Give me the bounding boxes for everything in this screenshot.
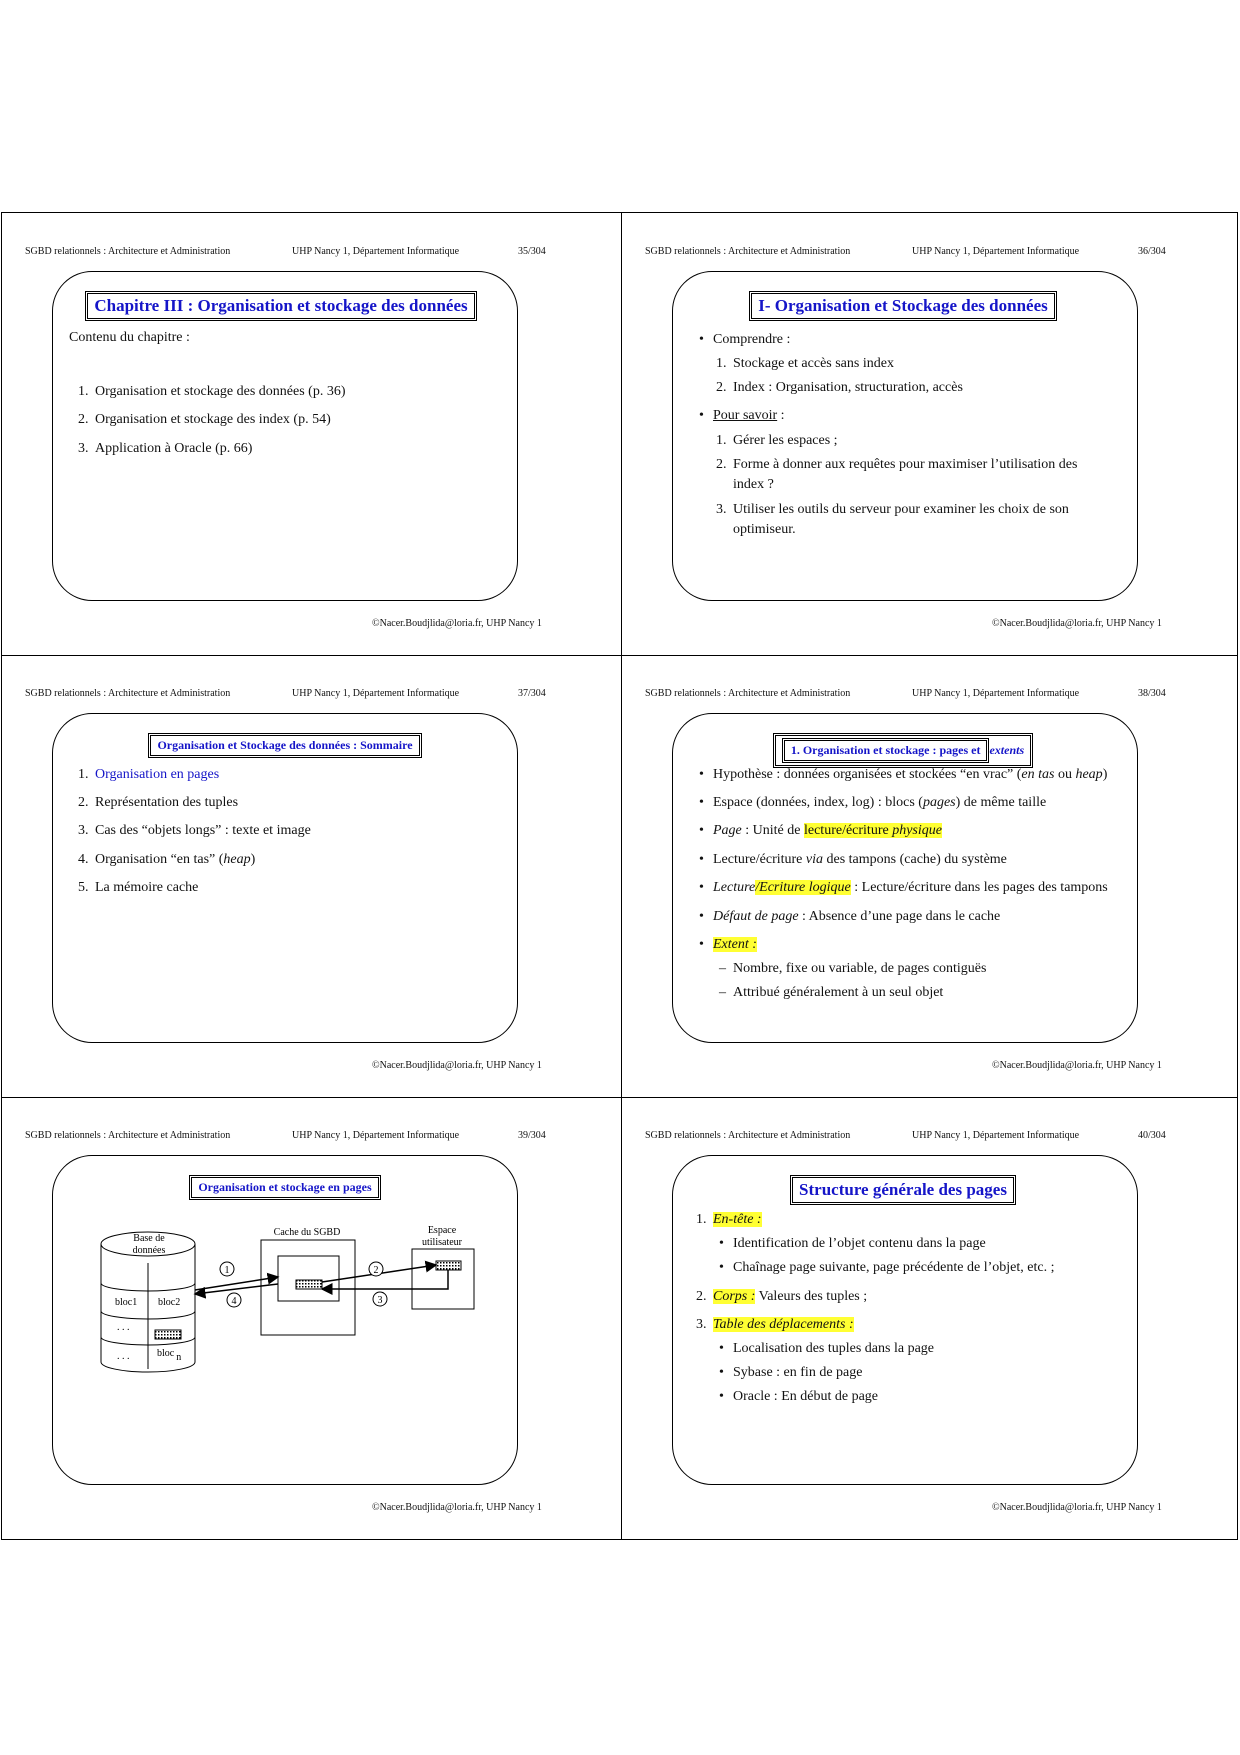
footer-copyright: ©Nacer.Boudjlida@loria.fr, UHP Nancy 1	[372, 618, 542, 629]
bullet-item: • Hypothèse : données organisées et stockées “en vrac” (en tas ou heap)	[713, 767, 1107, 783]
list-item: 4. Organisation “en tas” (heap)	[78, 852, 256, 867]
step-number: 4	[231, 1296, 237, 1307]
storage-diagram	[2, 1097, 620, 1539]
list-item: 3. Application à Oracle (p. 66)	[78, 441, 253, 456]
slide-title: Chapitre III : Organisation et stockage des données	[0, 291, 590, 321]
list-item-continuation: index ?	[733, 477, 774, 492]
page-number: 36/304	[1138, 246, 1166, 257]
cache-page	[278, 1256, 339, 1301]
slide-title: I- Organisation et Stockage des données	[594, 291, 1212, 321]
bullet-item: • Extent :	[713, 937, 757, 953]
list-item: 3. Cas des “objets longs” : texte et image	[78, 823, 311, 838]
slide-38	[622, 655, 1240, 1097]
bullet-item: • Identification de l’objet contenu dans la page	[733, 1236, 986, 1252]
intro-text: Contenu du chapitre :	[69, 330, 190, 345]
user-space-box	[412, 1249, 474, 1309]
bullet-item: • Localisation des tuples dans la page	[733, 1341, 934, 1357]
bullet-item: • Chaînage page suivante, page précédente de l’objet, etc. ;	[733, 1260, 1054, 1276]
list-item: 1. Gérer les espaces ;	[716, 433, 838, 448]
list-item: 2. Organisation et stockage des index (p. 54)	[78, 412, 331, 427]
header-course: SGBD relationnels : Architecture et Administration	[645, 1130, 851, 1141]
bullet-item: • Page : Unité de lecture/écriture physique	[713, 823, 942, 839]
list-item: 1. Organisation et stockage des données (p. 36)	[78, 384, 346, 399]
slide-37	[2, 655, 620, 1097]
slide-frame	[52, 713, 518, 1043]
list-item: 1. Stockage et accès sans index	[716, 356, 894, 371]
footer-copyright: ©Nacer.Boudjlida@loria.fr, UHP Nancy 1	[992, 1060, 1162, 1071]
db-label: Base de	[133, 1233, 165, 1244]
dots-label: . . .	[117, 1351, 130, 1362]
list-item: 3. Utiliser les outils du serveur pour examiner les choix de son	[716, 502, 1069, 517]
bloc2-label: bloc2	[158, 1297, 181, 1308]
list-item: 5. La mémoire cache	[78, 880, 199, 895]
page-number: 38/304	[1138, 688, 1166, 699]
sub-item: – Attribué généralement à un seul objet	[733, 985, 943, 1001]
bullet-item: • Lecture/écriture via des tampons (cache) du système	[713, 852, 1007, 868]
sub-item: – Nombre, fixe ou variable, de pages contiguës	[733, 961, 986, 977]
footer-copyright: ©Nacer.Boudjlida@loria.fr, UHP Nancy 1	[992, 618, 1162, 629]
header-university: UHP Nancy 1, Département Informatique	[912, 1130, 1080, 1141]
header-university: UHP Nancy 1, Département Informatique	[292, 688, 460, 699]
handout-sheet	[1, 212, 1238, 1540]
page-number: 35/304	[518, 246, 546, 257]
list-item: 3. Table des déplacements :	[696, 1317, 854, 1332]
step-number: 2	[373, 1265, 379, 1276]
header-course: SGBD relationnels : Architecture et Administration	[645, 246, 851, 257]
step-number: 1	[224, 1265, 230, 1276]
user-block	[436, 1261, 461, 1270]
cache-label: Cache du SGBD	[273, 1227, 341, 1238]
list-item: 2. Représentation des tuples	[78, 795, 239, 810]
disk-block	[155, 1330, 181, 1339]
slide-title: 1. Organisation et stockage : pages etextents	[594, 733, 1212, 768]
dots-label: . . .	[117, 1322, 130, 1333]
bullet-item: • Espace (données, index, log) : blocs (pages) de même taille	[713, 795, 1046, 811]
bullet-item: • Lecture/Ecriture logique : Lecture/écriture dans les pages des tampons	[713, 880, 1108, 896]
slide-title: Organisation et stockage en pages	[0, 1175, 594, 1200]
slide-title: Structure générale des pages	[594, 1175, 1212, 1205]
header-university: UHP Nancy 1, Département Informatique	[912, 246, 1080, 257]
page-number: 40/304	[1138, 1130, 1166, 1141]
bullet-item: • Défaut de page : Absence d’une page dans le cache	[713, 909, 1000, 925]
footer-copyright: ©Nacer.Boudjlida@loria.fr, UHP Nancy 1	[372, 1060, 542, 1071]
list-item: 2. Corps : Valeurs des tuples ;	[696, 1289, 868, 1304]
list-item: 2. Forme à donner aux requêtes pour maximiser l’utilisation des	[716, 457, 1078, 472]
footer-copyright: ©Nacer.Boudjlida@loria.fr, UHP Nancy 1	[992, 1502, 1162, 1513]
db-label: données	[132, 1245, 166, 1256]
footer-copyright: ©Nacer.Boudjlida@loria.fr, UHP Nancy 1	[372, 1502, 542, 1513]
user-label: Espace	[427, 1225, 457, 1236]
slide-title: Organisation et Stockage des données : Sommaire	[0, 733, 594, 758]
list-item-current: 1. Organisation en pages	[78, 767, 220, 782]
page-number: 37/304	[518, 688, 546, 699]
bullet-item: • Oracle : En début de page	[733, 1389, 878, 1405]
slide-36	[622, 213, 1240, 655]
slide-35	[2, 213, 620, 655]
bloc1-label: bloc1	[115, 1297, 138, 1308]
step-number: 3	[377, 1295, 383, 1306]
cache-block	[296, 1280, 322, 1289]
page-number: 39/304	[518, 1130, 546, 1141]
user-label: utilisateur	[422, 1237, 462, 1248]
header-course: SGBD relationnels : Architecture et Administration	[25, 1130, 231, 1141]
header-university: UHP Nancy 1, Département Informatique	[912, 688, 1080, 699]
list-item: 1. En-tête :	[696, 1212, 762, 1227]
slide-40	[622, 1097, 1240, 1539]
header-course: SGBD relationnels : Architecture et Administration	[645, 688, 851, 699]
slide-39	[2, 1097, 620, 1539]
blocn-label: bloc n	[157, 1348, 182, 1363]
header-university: UHP Nancy 1, Département Informatique	[292, 246, 460, 257]
header-course: SGBD relationnels : Architecture et Administration	[25, 246, 231, 257]
bullet-item: • Pour savoir :	[713, 408, 785, 424]
bullet-item: • Sybase : en fin de page	[733, 1365, 862, 1381]
bullet-item: • Comprendre :	[713, 332, 790, 348]
header-course: SGBD relationnels : Architecture et Administration	[25, 688, 231, 699]
list-item-continuation: optimiseur.	[733, 522, 796, 537]
header-university: UHP Nancy 1, Département Informatique	[292, 1130, 460, 1141]
list-item: 2. Index : Organisation, structuration, accès	[716, 380, 963, 395]
